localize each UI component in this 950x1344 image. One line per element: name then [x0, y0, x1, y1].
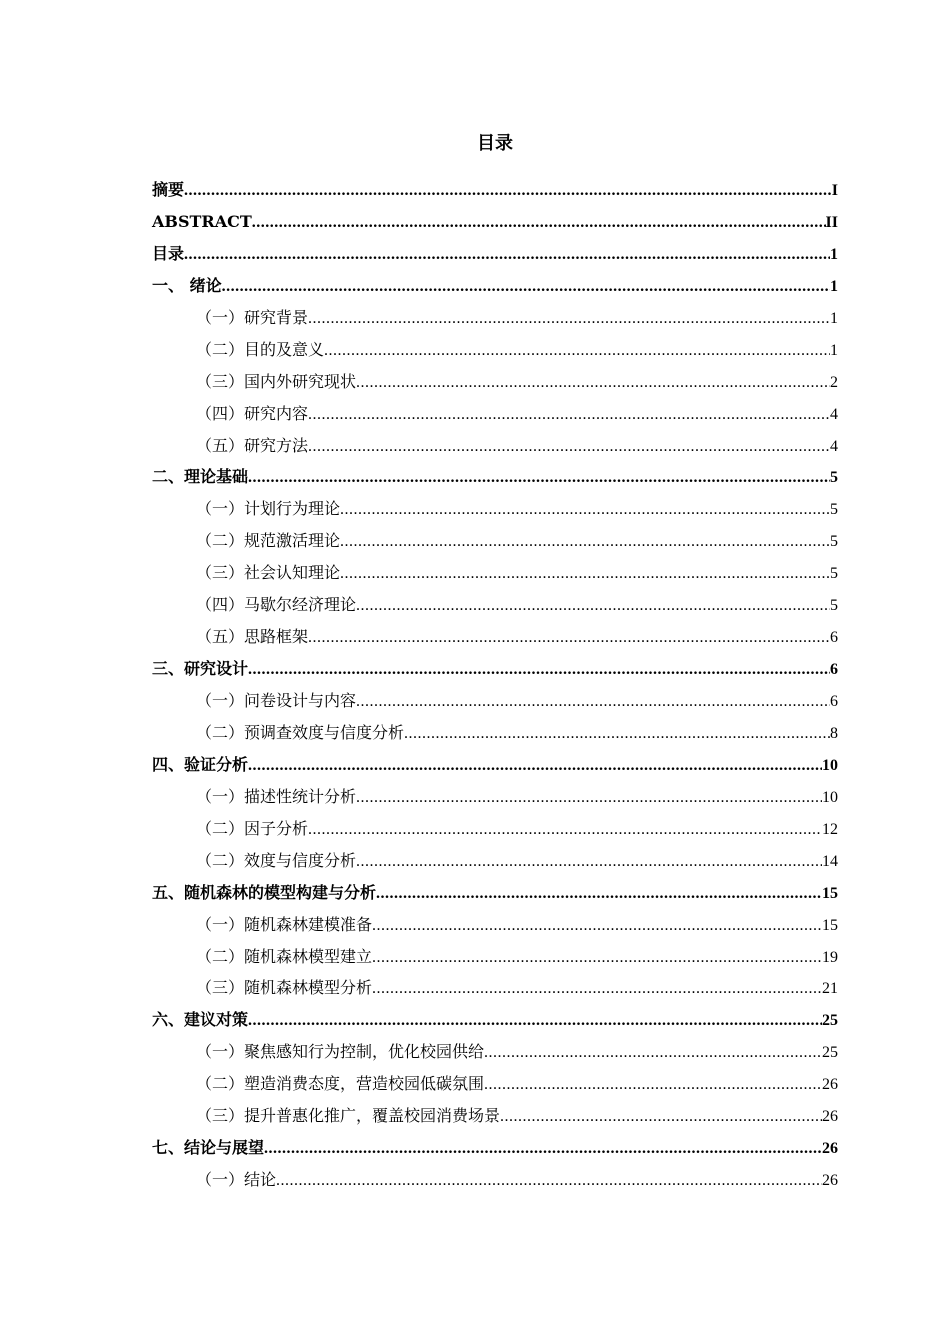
toc-entry-label: （二）规范激活理论 — [196, 531, 341, 551]
toc-entry-label: （三）国内外研究现状 — [196, 371, 357, 391]
toc-page-number: 19 — [822, 948, 838, 966]
toc-entry[interactable] — [152, 525, 838, 557]
toc-entry[interactable] — [152, 302, 838, 334]
toc-page-number: 25 — [822, 1044, 838, 1062]
toc-leader-dots — [248, 750, 822, 782]
toc-leader-dots — [276, 1165, 822, 1197]
toc-page-number: 2 — [830, 373, 838, 391]
toc-page-number: 26 — [822, 1108, 838, 1126]
toc-entry-label: 三、研究设计 — [152, 659, 249, 679]
toc-leader-dots — [264, 1133, 822, 1165]
toc-leader-dots — [376, 878, 822, 910]
toc-page-number: 6 — [830, 629, 838, 647]
toc-entry-label: 目录 — [152, 243, 185, 263]
toc-leader-dots — [308, 303, 830, 335]
toc-leader-dots — [372, 910, 822, 942]
toc-page-number: 6 — [830, 693, 838, 710]
toc-entry-label: （二）预调查效度与信度分析 — [196, 722, 405, 742]
toc-entry[interactable] — [152, 270, 838, 302]
toc-entry-label: （三）提升普惠化推广，覆盖校园消费场景 — [196, 1106, 501, 1126]
toc-entry[interactable] — [152, 685, 838, 717]
toc-page-number: 4 — [830, 405, 838, 423]
toc-entry[interactable] — [152, 1132, 838, 1164]
toc-entry-label: （二）随机森林模型建立 — [196, 946, 373, 966]
toc-entry[interactable] — [152, 430, 838, 462]
toc-leader-dots — [308, 431, 830, 463]
toc-leader-dots — [356, 590, 830, 622]
toc-entry[interactable] — [152, 877, 838, 909]
toc-leader-dots — [308, 399, 830, 431]
toc-entry[interactable] — [152, 749, 838, 781]
toc-leader-dots — [324, 335, 830, 367]
toc-leader-dots — [308, 622, 830, 654]
toc-page-number: II — [825, 213, 838, 231]
toc-entry-label: （二）塑造消费态度，营造校园低碳氛围 — [196, 1074, 485, 1094]
toc-page-number: 1 — [830, 309, 838, 327]
toc-page-number: 12 — [822, 820, 838, 838]
toc-entry[interactable] — [152, 557, 838, 589]
toc-leader-dots — [248, 654, 830, 686]
toc-entry[interactable] — [152, 238, 838, 270]
toc-entry-label: 五、随机森林的模型构建与分析 — [152, 882, 377, 902]
toc-entry[interactable] — [152, 461, 838, 493]
toc-entry-label: （二）目的及意义 — [196, 339, 325, 359]
toc-entry-label: 七、结论与展望 — [152, 1138, 265, 1158]
toc-entry[interactable] — [152, 1004, 838, 1036]
toc-entry-label: 六、建议对策 — [152, 1010, 249, 1030]
toc-entry-label: 四、验证分析 — [152, 754, 249, 774]
toc-entry-label: （一）描述性统计分析 — [196, 786, 357, 806]
toc-leader-dots — [372, 942, 822, 974]
toc-leader-dots — [356, 782, 822, 814]
toc-leader-dots — [340, 526, 830, 558]
toc-leader-dots — [248, 462, 830, 494]
toc-entry[interactable] — [152, 589, 838, 621]
toc-entry-label: （四）马歇尔经济理论 — [196, 595, 357, 615]
toc-entry[interactable] — [152, 813, 838, 845]
toc-entry[interactable] — [152, 1100, 838, 1132]
toc-leader-dots — [252, 207, 826, 239]
toc-page-number: 1 — [830, 341, 838, 359]
toc-entry[interactable] — [152, 717, 838, 749]
toc-leader-dots — [340, 494, 830, 526]
toc-page-number: 4 — [830, 437, 838, 455]
toc-entry-label: （一）研究背景 — [196, 307, 309, 327]
toc-page-number: 15 — [822, 916, 838, 934]
toc-leader-dots — [222, 271, 830, 303]
toc-entry-label: （一）计划行为理论 — [196, 499, 341, 519]
toc-page-number: 10 — [822, 788, 838, 806]
toc-entry[interactable] — [152, 1164, 838, 1196]
toc-entry[interactable] — [152, 621, 838, 653]
toc-leader-dots — [356, 686, 830, 718]
toc-entry-label: （一）随机森林建模准备 — [196, 914, 373, 934]
toc-page-number: 1 — [830, 245, 838, 263]
toc-leader-dots — [484, 1037, 822, 1069]
toc-page-number: 15 — [822, 884, 838, 902]
toc-entry-label: 二、理论基础 — [152, 467, 249, 487]
toc-entry[interactable] — [152, 1036, 838, 1068]
toc-page-number: I — [831, 182, 838, 199]
toc-page-number: 26 — [822, 1076, 838, 1094]
toc-entry[interactable] — [152, 174, 838, 206]
toc-entry-label: 一、 绪论 — [152, 275, 222, 295]
toc-leader-dots — [404, 718, 830, 750]
toc-leader-dots — [340, 558, 830, 590]
toc-page-number: 8 — [830, 724, 838, 742]
toc-list — [152, 174, 838, 1196]
toc-entry-label: （五）思路框架 — [196, 627, 309, 647]
toc-page-number: 1 — [830, 277, 838, 295]
toc-entry-label: （二）效度与信度分析 — [196, 850, 357, 870]
toc-entry[interactable] — [152, 334, 838, 366]
toc-leader-dots — [484, 1069, 822, 1101]
toc-entry[interactable] — [152, 493, 838, 525]
toc-page-number: 6 — [830, 661, 838, 679]
toc-leader-dots — [308, 814, 822, 846]
toc-entry[interactable] — [152, 398, 838, 430]
toc-entry-label: （四）研究内容 — [196, 403, 309, 423]
toc-page-number: 5 — [830, 597, 838, 615]
toc-entry[interactable] — [152, 206, 838, 238]
toc-entry[interactable] — [152, 909, 838, 941]
toc-leader-dots — [356, 846, 822, 878]
toc-leader-dots — [248, 1005, 822, 1037]
toc-title: 目录 — [477, 133, 513, 154]
toc-entry-label: （一）问卷设计与内容 — [196, 691, 357, 710]
toc-entry[interactable] — [152, 653, 838, 685]
toc-entry[interactable] — [152, 845, 838, 877]
toc-leader-dots — [184, 239, 830, 271]
toc-entry-label: （一）聚焦感知行为控制，优化校园供给 — [196, 1042, 485, 1062]
toc-entry[interactable] — [152, 941, 838, 973]
toc-page-number: 5 — [830, 469, 838, 487]
toc-entry-label: 摘要 — [152, 180, 185, 199]
toc-leader-dots — [372, 973, 822, 1005]
toc-entry-label: （三）随机森林模型分析 — [196, 978, 373, 998]
toc-page-number: 5 — [830, 533, 838, 551]
toc-leader-dots — [500, 1101, 822, 1133]
toc-page-number: 5 — [830, 501, 838, 519]
toc-page-number: 25 — [822, 1012, 838, 1030]
toc-leader-dots — [356, 367, 830, 399]
toc-page-number: 10 — [822, 756, 838, 774]
toc-page-number: 5 — [830, 565, 838, 583]
toc-page-number: 26 — [822, 1140, 838, 1158]
toc-entry-label: （二）因子分析 — [196, 818, 309, 838]
toc-entry-label: （一）结论 — [196, 1170, 277, 1190]
toc-entry[interactable] — [152, 366, 838, 398]
toc-page-number: 26 — [822, 1172, 838, 1190]
toc-entry[interactable] — [152, 781, 838, 813]
toc-page-number: 21 — [822, 980, 838, 998]
toc-leader-dots — [184, 175, 832, 207]
toc-entry-label: ABSTRACT — [152, 211, 252, 231]
toc-entry[interactable] — [152, 972, 838, 1004]
toc-entry-label: （三）社会认知理论 — [196, 563, 341, 583]
toc-entry-label: （五）研究方法 — [196, 435, 309, 455]
toc-entry[interactable] — [152, 1068, 838, 1100]
toc-page-number: 14 — [822, 852, 838, 870]
